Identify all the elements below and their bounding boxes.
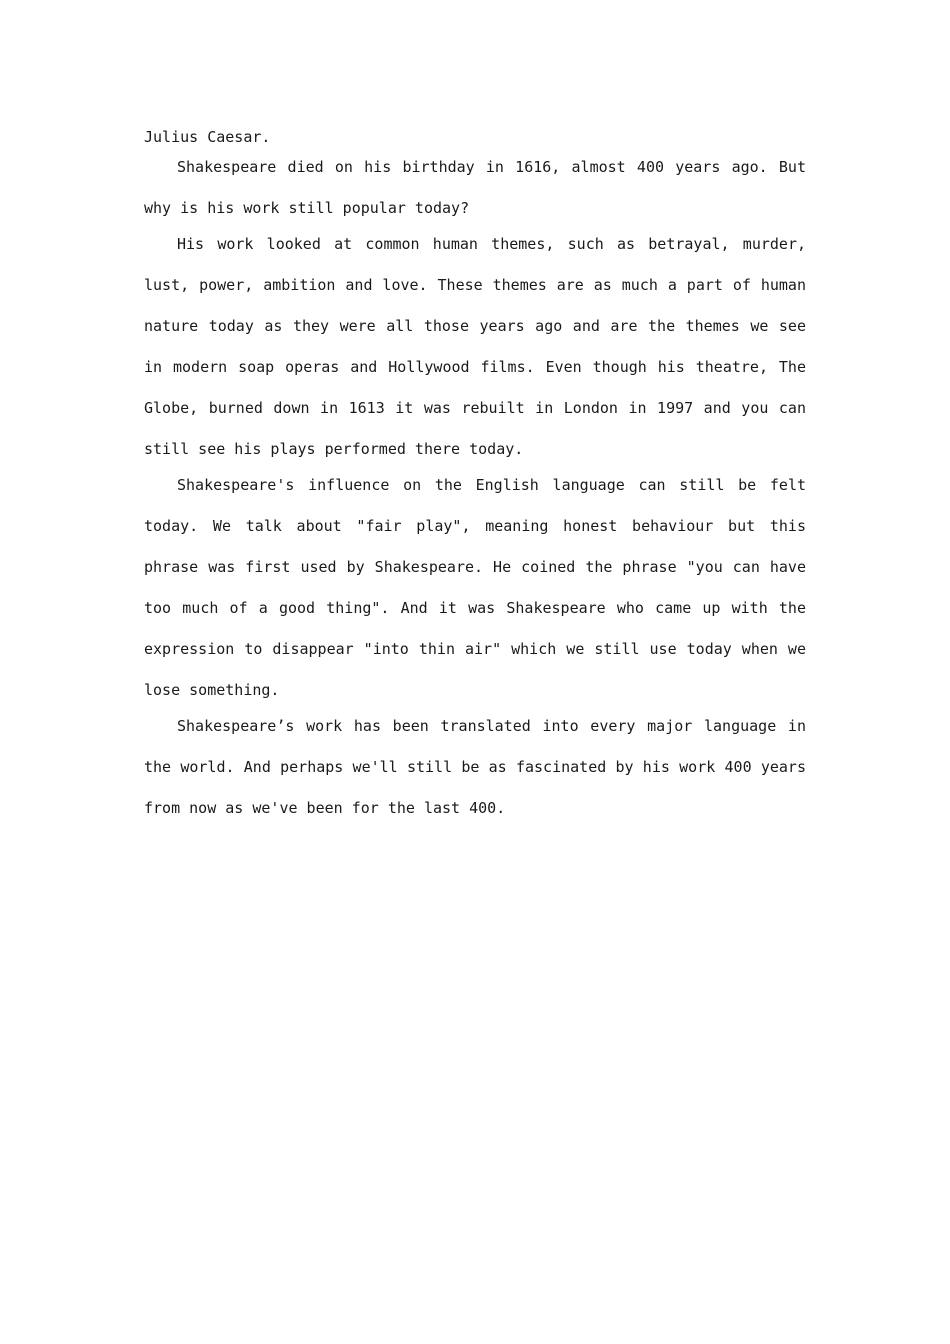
paragraph-common-themes: His work looked at common human themes, such as betrayal, murder, lust, power, ambition and love. These themes are as much a part of human nature today as they were all those years ago and are the themes we see in modern soap operas and Hollywood films. Even though his theatre, The Globe, burned down in 1613 it was rebuilt in London in 1997 and you can still see his plays performed there today.: [144, 235, 806, 458]
paragraph-language-influence: Shakespeare's influence on the English language can still be felt today. We talk about "fair play", meaning honest behaviour but this phrase was first used by Shakespeare. He coined the phrase "you can have too much of a good thing". And it was Shakespeare who came up with the expression to disappear "into thin air" which we still use today when we lose something.: [144, 476, 806, 699]
paragraph-continuation: Julius Caesar.: [144, 128, 271, 146]
document-body: [144, 122, 806, 829]
paragraph-shakespeare-death: Shakespeare died on his birthday in 1616, almost 400 years ago. But why is his work still popular today?: [144, 158, 806, 217]
paragraph-translations: Shakespeare’s work has been translated into every major language in the world. And perhaps we'll still be as fascinated by his work 400 years from now as we've been for the last 400.: [144, 717, 806, 817]
